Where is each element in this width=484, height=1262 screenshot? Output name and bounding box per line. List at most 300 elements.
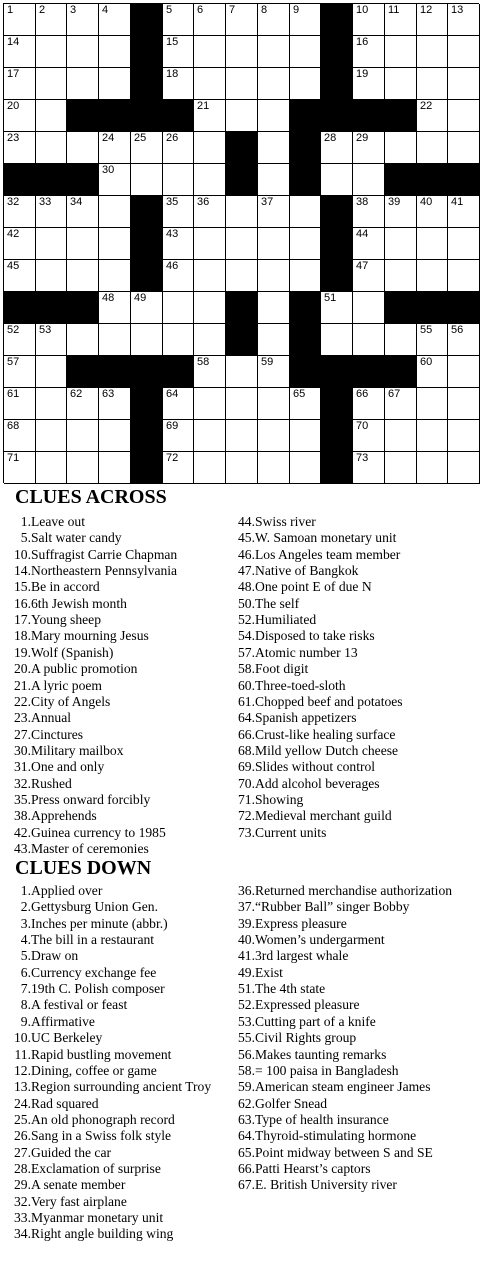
grid-cell[interactable] xyxy=(226,68,258,100)
black-square xyxy=(226,292,258,324)
grid-cell[interactable] xyxy=(67,4,99,36)
grid-cell[interactable] xyxy=(258,356,290,388)
grid-cell[interactable] xyxy=(385,388,417,420)
grid-cell[interactable] xyxy=(258,164,290,196)
grid-cell[interactable] xyxy=(290,260,321,292)
grid-cell[interactable] xyxy=(321,292,353,324)
grid-cell[interactable] xyxy=(194,356,226,388)
clue-item xyxy=(0,932,245,948)
cell-number: 18 xyxy=(166,68,179,80)
clue-text: “Rubber Ball” singer Bobby xyxy=(255,899,410,915)
grid-cell[interactable] xyxy=(226,36,258,68)
grid-cell[interactable] xyxy=(448,324,480,356)
grid-cell[interactable] xyxy=(4,196,36,228)
black-square xyxy=(385,356,417,388)
grid-cell[interactable] xyxy=(353,132,385,164)
clue-text: Returned merchandise authorization xyxy=(255,883,453,898)
grid-cell[interactable] xyxy=(385,36,417,68)
grid-cell[interactable] xyxy=(226,196,258,228)
clue-item xyxy=(0,1177,245,1193)
cell-number: 61 xyxy=(7,388,20,400)
grid-cell[interactable] xyxy=(258,420,290,452)
grid-cell[interactable] xyxy=(67,260,99,292)
cell-number: 57 xyxy=(7,356,20,368)
grid-cell[interactable] xyxy=(99,132,131,164)
grid-cell[interactable] xyxy=(321,164,353,196)
grid-cell[interactable] xyxy=(4,100,36,132)
clue-text: Foot digit xyxy=(255,661,309,677)
grid-cell[interactable] xyxy=(131,292,163,324)
grid-cell[interactable] xyxy=(163,196,194,228)
clue-number: 14. xyxy=(14,563,31,579)
grid-cell[interactable] xyxy=(163,292,194,324)
clue-item xyxy=(0,612,245,628)
cell-number: 1 xyxy=(7,4,14,16)
clue-number: 11. xyxy=(14,1046,31,1062)
grid-cell[interactable] xyxy=(36,356,67,388)
grid-cell[interactable] xyxy=(163,324,194,356)
clue-item xyxy=(0,759,245,775)
cell-number: 62 xyxy=(70,388,83,400)
black-square xyxy=(131,4,163,36)
grid-cell[interactable] xyxy=(385,228,417,260)
grid-cell[interactable] xyxy=(194,132,226,164)
grid-cell[interactable] xyxy=(321,324,353,356)
grid-cell[interactable] xyxy=(448,356,480,388)
cell-number: 56 xyxy=(451,324,464,336)
grid-cell[interactable] xyxy=(67,228,99,260)
grid-cell[interactable] xyxy=(226,356,258,388)
cell-number: 13 xyxy=(451,4,464,16)
clue-text: Rad squared xyxy=(31,1095,99,1111)
grid-cell[interactable] xyxy=(194,388,226,420)
grid-cell[interactable] xyxy=(99,260,131,292)
cell-number: 72 xyxy=(166,452,179,464)
grid-cell[interactable] xyxy=(226,420,258,452)
grid-cell[interactable] xyxy=(417,132,448,164)
grid-cell[interactable] xyxy=(226,388,258,420)
grid-cell[interactable] xyxy=(448,452,480,484)
grid-cell[interactable] xyxy=(448,132,480,164)
grid-cell[interactable] xyxy=(4,356,36,388)
black-square xyxy=(163,356,194,388)
grid-cell[interactable] xyxy=(67,324,99,356)
grid-cell[interactable] xyxy=(99,388,131,420)
cell-number: 42 xyxy=(7,228,20,240)
clue-text: The bill in a restaurant xyxy=(31,932,155,948)
grid-cell[interactable] xyxy=(36,228,67,260)
cell-number: 37 xyxy=(261,196,274,208)
grid-cell[interactable] xyxy=(385,4,417,36)
clue-number: 73. xyxy=(238,824,255,840)
clue-item xyxy=(229,825,461,841)
clue-item xyxy=(229,678,461,694)
grid-cell[interactable] xyxy=(99,4,131,36)
clue-number: 62. xyxy=(238,1095,255,1111)
grid-cell[interactable] xyxy=(194,260,226,292)
grid-cell[interactable] xyxy=(36,100,67,132)
grid-cell[interactable] xyxy=(99,228,131,260)
grid-cell[interactable] xyxy=(258,292,290,324)
cell-number: 8 xyxy=(261,4,268,16)
clue-number: 3. xyxy=(20,915,31,931)
grid-cell[interactable] xyxy=(194,228,226,260)
clue-text: Leave out xyxy=(31,514,85,529)
clue-number: 1. xyxy=(20,883,31,898)
black-square xyxy=(163,100,194,132)
clue-item xyxy=(0,514,245,530)
grid-cell[interactable] xyxy=(385,324,417,356)
clue-number: 5. xyxy=(20,530,31,546)
clue-item xyxy=(0,1194,245,1210)
black-square xyxy=(448,292,480,324)
grid-cell[interactable] xyxy=(417,324,448,356)
clue-number: 35. xyxy=(14,791,31,807)
grid-cell[interactable] xyxy=(131,132,163,164)
grid-cell[interactable] xyxy=(99,420,131,452)
grid-cell[interactable] xyxy=(290,420,321,452)
grid-cell[interactable] xyxy=(290,452,321,484)
clue-number: 40. xyxy=(238,932,255,948)
clue-item xyxy=(229,1096,461,1112)
cell-number: 19 xyxy=(356,68,369,80)
clue-item xyxy=(0,694,245,710)
grid-cell[interactable] xyxy=(163,164,194,196)
cell-number: 66 xyxy=(356,388,369,400)
grid-cell[interactable] xyxy=(448,228,480,260)
grid-cell[interactable] xyxy=(353,260,385,292)
grid-cell[interactable] xyxy=(194,292,226,324)
black-square xyxy=(99,100,131,132)
grid-cell[interactable] xyxy=(258,68,290,100)
grid-cell[interactable] xyxy=(163,420,194,452)
grid-cell[interactable] xyxy=(4,324,36,356)
grid-cell[interactable] xyxy=(353,4,385,36)
grid-cell[interactable] xyxy=(258,388,290,420)
clue-number: 9. xyxy=(20,1013,31,1029)
clue-text: A senate member xyxy=(31,1177,126,1193)
clue-text: Showing xyxy=(255,791,304,807)
clue-item xyxy=(229,965,461,981)
grid-cell[interactable] xyxy=(67,36,99,68)
clue-item xyxy=(0,1096,245,1112)
grid-cell[interactable] xyxy=(258,196,290,228)
grid-cell[interactable] xyxy=(417,228,448,260)
grid-cell[interactable] xyxy=(4,36,36,68)
grid-cell[interactable] xyxy=(163,452,194,484)
grid-cell[interactable] xyxy=(67,132,99,164)
cell-number: 5 xyxy=(166,4,173,16)
clue-text: Current units xyxy=(255,824,327,840)
cell-number: 52 xyxy=(7,324,20,336)
grid-cell[interactable] xyxy=(353,324,385,356)
cell-number: 36 xyxy=(197,196,210,208)
clue-number: 63. xyxy=(238,1111,255,1127)
clue-number: 19. xyxy=(14,644,31,660)
grid-cell[interactable] xyxy=(67,388,99,420)
clue-number: 6. xyxy=(20,964,31,980)
clue-item xyxy=(229,710,461,726)
clue-item xyxy=(0,1047,245,1063)
clue-item xyxy=(229,563,461,579)
grid-cell[interactable] xyxy=(258,260,290,292)
grid-cell[interactable] xyxy=(36,68,67,100)
cell-number: 69 xyxy=(166,420,179,432)
grid-cell[interactable] xyxy=(131,164,163,196)
grid-cell[interactable] xyxy=(67,196,99,228)
grid-cell[interactable] xyxy=(448,68,480,100)
grid-cell[interactable] xyxy=(385,68,417,100)
grid-cell[interactable] xyxy=(290,228,321,260)
grid-cell[interactable] xyxy=(131,324,163,356)
cell-number: 59 xyxy=(261,356,274,368)
clue-text: Makes taunting remarks xyxy=(255,1046,387,1062)
clue-number: 69. xyxy=(238,759,255,775)
grid-cell[interactable] xyxy=(417,420,448,452)
grid-cell[interactable] xyxy=(194,420,226,452)
grid-cell[interactable] xyxy=(4,388,36,420)
cell-number: 3 xyxy=(70,4,77,16)
clue-number: 21. xyxy=(14,677,31,693)
grid-cell[interactable] xyxy=(226,4,258,36)
grid-cell[interactable] xyxy=(163,228,194,260)
grid-cell[interactable] xyxy=(226,452,258,484)
grid-cell[interactable] xyxy=(290,68,321,100)
grid-cell[interactable] xyxy=(417,196,448,228)
cell-number: 53 xyxy=(39,324,52,336)
black-square xyxy=(290,164,321,196)
grid-cell[interactable] xyxy=(417,388,448,420)
grid-cell[interactable] xyxy=(417,356,448,388)
clue-text: Draw on xyxy=(31,948,79,964)
clue-text: Civil Rights group xyxy=(255,1030,357,1046)
grid-cell[interactable] xyxy=(448,100,480,132)
black-square xyxy=(321,196,353,228)
clue-text: A lyric poem xyxy=(31,677,102,693)
grid-cell[interactable] xyxy=(99,164,131,196)
clue-item xyxy=(229,759,461,775)
grid-cell[interactable] xyxy=(448,4,480,36)
grid-cell[interactable] xyxy=(258,132,290,164)
clue-number: 56. xyxy=(238,1046,255,1062)
grid-cell[interactable] xyxy=(163,388,194,420)
grid-cell[interactable] xyxy=(417,68,448,100)
grid-cell[interactable] xyxy=(226,228,258,260)
grid-cell[interactable] xyxy=(353,36,385,68)
clue-number: 37. xyxy=(238,899,255,915)
clue-item xyxy=(229,612,461,628)
grid-cell[interactable] xyxy=(4,420,36,452)
black-square xyxy=(321,356,353,388)
grid-cell[interactable] xyxy=(99,324,131,356)
clue-number: 31. xyxy=(14,759,31,775)
grid-cell[interactable] xyxy=(194,324,226,356)
grid-cell[interactable] xyxy=(417,4,448,36)
grid-cell[interactable] xyxy=(36,260,67,292)
grid-cell[interactable] xyxy=(290,4,321,36)
grid-cell[interactable] xyxy=(353,196,385,228)
clue-number: 7. xyxy=(20,981,31,997)
grid-cell[interactable] xyxy=(417,100,448,132)
grid-cell[interactable] xyxy=(36,324,67,356)
grid-cell[interactable] xyxy=(194,4,226,36)
cell-number: 48 xyxy=(102,292,115,304)
grid-cell[interactable] xyxy=(36,36,67,68)
clue-item xyxy=(229,661,461,677)
grid-cell[interactable] xyxy=(36,196,67,228)
clue-number: 38. xyxy=(14,808,31,824)
clue-item xyxy=(0,1079,245,1095)
grid-cell[interactable] xyxy=(448,196,480,228)
grid-cell[interactable] xyxy=(99,196,131,228)
grid-cell[interactable] xyxy=(258,4,290,36)
clue-item xyxy=(229,916,461,932)
grid-cell[interactable] xyxy=(353,164,385,196)
grid-cell[interactable] xyxy=(258,324,290,356)
black-square xyxy=(131,420,163,452)
grid-cell[interactable] xyxy=(194,68,226,100)
clue-item xyxy=(0,1161,245,1177)
cell-number: 12 xyxy=(420,4,433,16)
grid-cell[interactable] xyxy=(385,132,417,164)
grid-cell[interactable] xyxy=(290,196,321,228)
grid-cell[interactable] xyxy=(353,452,385,484)
clue-number: 71. xyxy=(238,791,255,807)
grid-cell[interactable] xyxy=(385,196,417,228)
grid-cell[interactable] xyxy=(290,36,321,68)
grid-cell[interactable] xyxy=(163,4,194,36)
grid-cell[interactable] xyxy=(99,68,131,100)
clue-item xyxy=(229,1161,461,1177)
grid-cell[interactable] xyxy=(353,388,385,420)
grid-cell[interactable] xyxy=(321,132,353,164)
grid-cell[interactable] xyxy=(163,260,194,292)
clue-number: 15. xyxy=(14,579,31,595)
grid-cell[interactable] xyxy=(4,132,36,164)
clue-number: 17. xyxy=(14,612,31,628)
grid-cell[interactable] xyxy=(194,36,226,68)
grid-cell[interactable] xyxy=(258,228,290,260)
cell-number: 23 xyxy=(7,132,20,144)
clues-section xyxy=(0,486,484,1262)
clue-item xyxy=(229,1014,461,1030)
clue-item xyxy=(229,1145,461,1161)
grid-cell[interactable] xyxy=(36,452,67,484)
clue-item xyxy=(0,563,245,579)
clue-item xyxy=(229,694,461,710)
grid-cell[interactable] xyxy=(36,388,67,420)
grid-cell[interactable] xyxy=(353,292,385,324)
grid-cell[interactable] xyxy=(417,36,448,68)
grid-cell[interactable] xyxy=(163,36,194,68)
clue-text: A festival or feast xyxy=(31,997,128,1013)
black-square xyxy=(131,196,163,228)
grid-cell[interactable] xyxy=(67,452,99,484)
clue-text: Slides without control xyxy=(255,759,376,775)
grid-cell[interactable] xyxy=(194,452,226,484)
grid-cell[interactable] xyxy=(36,420,67,452)
grid-cell[interactable] xyxy=(226,260,258,292)
grid-cell[interactable] xyxy=(36,132,67,164)
grid-cell[interactable] xyxy=(290,388,321,420)
clue-item xyxy=(0,776,245,792)
clue-item xyxy=(229,997,461,1013)
grid-cell[interactable] xyxy=(417,260,448,292)
grid-cell[interactable] xyxy=(353,228,385,260)
grid-cell[interactable] xyxy=(99,292,131,324)
grid-cell[interactable] xyxy=(226,100,258,132)
grid-cell[interactable] xyxy=(385,420,417,452)
clue-text: Exist xyxy=(255,964,283,980)
clue-number: 64. xyxy=(238,1128,255,1144)
clue-number: 57. xyxy=(238,644,255,660)
grid-cell[interactable] xyxy=(4,228,36,260)
clue-text: Apprehends xyxy=(31,808,97,824)
grid-cell[interactable] xyxy=(99,36,131,68)
cell-number: 29 xyxy=(356,132,369,144)
grid-cell[interactable] xyxy=(194,100,226,132)
grid-cell[interactable] xyxy=(4,68,36,100)
black-square xyxy=(36,292,67,324)
grid-cell[interactable] xyxy=(448,36,480,68)
grid-cell[interactable] xyxy=(163,68,194,100)
clue-number: 20. xyxy=(14,661,31,677)
grid-cell[interactable] xyxy=(4,260,36,292)
grid-cell[interactable] xyxy=(448,420,480,452)
cell-number: 41 xyxy=(451,196,464,208)
clue-text: Expressed pleasure xyxy=(255,997,360,1013)
grid-cell[interactable] xyxy=(258,36,290,68)
grid-cell[interactable] xyxy=(194,164,226,196)
black-square xyxy=(353,100,385,132)
cell-number: 24 xyxy=(102,132,115,144)
grid-cell[interactable] xyxy=(4,4,36,36)
cell-number: 10 xyxy=(356,4,369,16)
clue-text: = 100 paisa in Bangladesh xyxy=(255,1062,399,1078)
clue-text: Express pleasure xyxy=(255,915,347,931)
crossword-puzzle xyxy=(3,3,479,483)
clue-number: 33. xyxy=(14,1210,31,1225)
grid-cell[interactable] xyxy=(353,68,385,100)
grid-cell[interactable] xyxy=(258,100,290,132)
grid-cell[interactable] xyxy=(67,420,99,452)
clue-item xyxy=(0,661,245,677)
grid-cell[interactable] xyxy=(36,4,67,36)
grid-cell[interactable] xyxy=(67,68,99,100)
grid-cell[interactable] xyxy=(417,452,448,484)
grid-cell[interactable] xyxy=(448,388,480,420)
clue-text: Currency exchange fee xyxy=(31,964,157,980)
grid-cell[interactable] xyxy=(448,260,480,292)
grid-cell[interactable] xyxy=(258,452,290,484)
clue-text: Swiss river xyxy=(255,514,316,529)
clue-number: 54. xyxy=(238,628,255,644)
across-heading: CLUES ACROSS xyxy=(15,486,167,508)
grid-cell[interactable] xyxy=(385,260,417,292)
grid-cell[interactable] xyxy=(353,420,385,452)
clue-number: 10. xyxy=(14,1030,31,1046)
grid-cell[interactable] xyxy=(194,196,226,228)
clue-number: 66. xyxy=(238,1160,255,1176)
cell-number: 51 xyxy=(324,292,337,304)
grid-cell[interactable] xyxy=(4,452,36,484)
grid-cell[interactable] xyxy=(163,132,194,164)
clue-text: Point midway between S and SE xyxy=(255,1144,433,1160)
clue-text: Spanish appetizers xyxy=(255,710,357,726)
clue-text: Patti Hearst’s captors xyxy=(255,1160,371,1176)
grid-cell[interactable] xyxy=(385,452,417,484)
grid-cell[interactable] xyxy=(99,452,131,484)
